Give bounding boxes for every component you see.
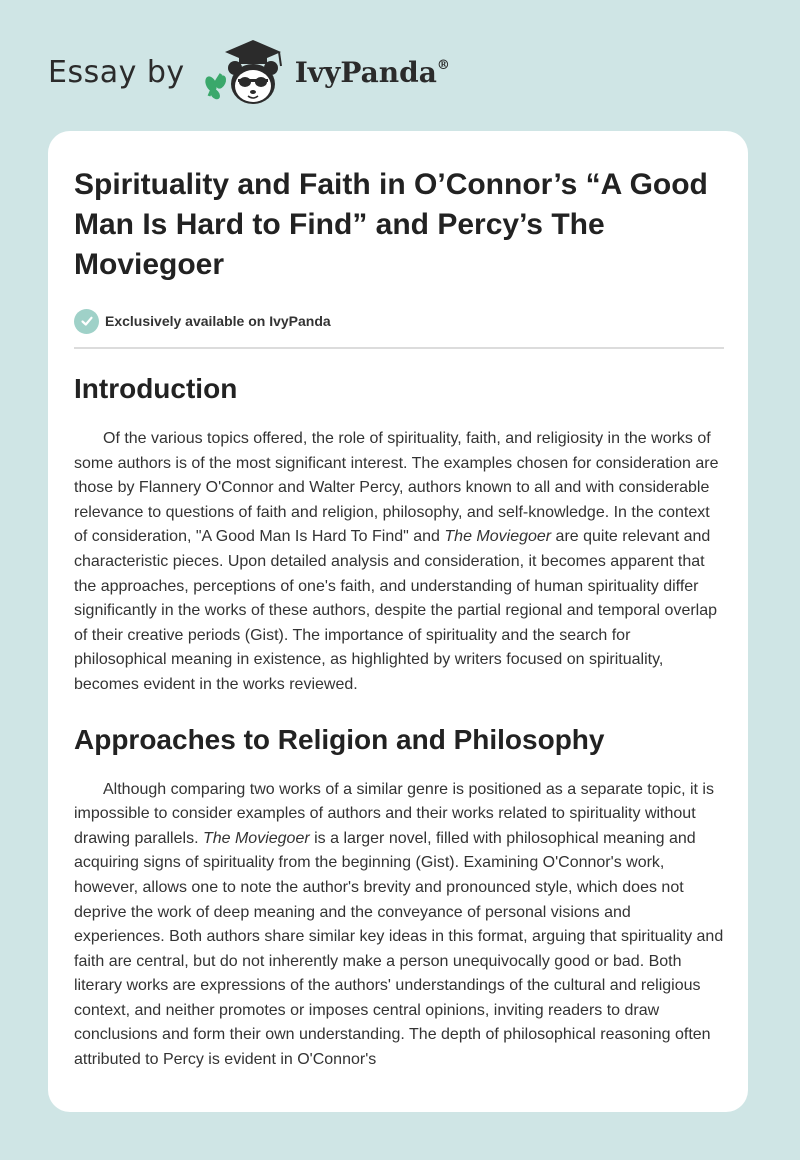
essay-card bbox=[48, 131, 748, 1112]
introduction-paragraph bbox=[74, 427, 724, 698]
text-run: are quite relevant and characteristic pieces. Upon detailed analysis and consideration, it becomes apparent that the approaches, perceptions of one's faith, and understanding of human spirituality differ significantly in the works of these authors, despite the partial regional and temporal overlap of their creative periods (Gist). The importance of spirituality and the search for philosophical meaning in existence, as highlighted by writers focused on spirituality, becomes evident in the works reviewed. bbox=[74, 528, 718, 693]
book-title-italic: The Moviegoer bbox=[202, 829, 310, 847]
text-run: Of the various topics offered, the role of spirituality, faith, and religiosity in the works of some authors is of the most significant interest. The examples chosen for consideration are those by Flannery O'Connor and Walter Percy, authors known to all and with considerable relevance to questions of faith and religion, philosophy, and self-knowledge. In the context of consideration, "A Good Man Is Hard To Find" and bbox=[74, 430, 719, 546]
book-title-italic: The Moviegoer bbox=[444, 528, 552, 546]
text-run: is a larger novel, filled with philosophical meaning and acquiring signs of spirituality from the beginning (Gist). Examining O'Connor's work, however, allows one to note the author's brevity and pronounced style, which does not deprive the work of deep meaning and the conveyance of personal visions and experiences. Both authors share similar key ideas in this format, arguing that spirituality and faith are central, but do not inherently make a person unequivocally good or bad. Both literary works are expressions of the authors' understandings of the cultural and religious context, and neither promotes or imposes central opinions, inviting readers to draw conclusions and form their own understanding. The depth of philosophical reasoning often attributed to Percy is evident in O'Connor's bbox=[74, 829, 724, 1069]
panda-graduate-logo-icon bbox=[201, 34, 289, 110]
essay-content bbox=[74, 165, 724, 1073]
text-run: Although comparing two works of a similar genre is positioned as a separate topic, it is impossible to consider examples of authors and their works related to spirituality without drawing parallels. bbox=[74, 780, 714, 847]
exclusive-badge bbox=[74, 307, 724, 335]
essay-title: Spirituality and Faith in O’Connor’s “A Good Man Is Hard to Find” and Percy’s The Moviegoer bbox=[74, 168, 708, 281]
section-heading-approaches: Approaches to Religion and Philosophy bbox=[74, 723, 605, 755]
divider bbox=[74, 347, 724, 349]
section-heading-introduction: Introduction bbox=[74, 373, 238, 404]
registered-mark: ® bbox=[436, 57, 450, 73]
approaches-paragraph bbox=[74, 778, 724, 1073]
check-circle-icon bbox=[74, 309, 99, 334]
badge-text: Exclusively available on IvyPanda bbox=[105, 313, 331, 329]
brand-text: IvyPanda bbox=[294, 55, 437, 89]
essay-by-label: Essay by bbox=[48, 54, 185, 90]
site-header bbox=[48, 32, 450, 112]
brand-name bbox=[295, 56, 450, 89]
